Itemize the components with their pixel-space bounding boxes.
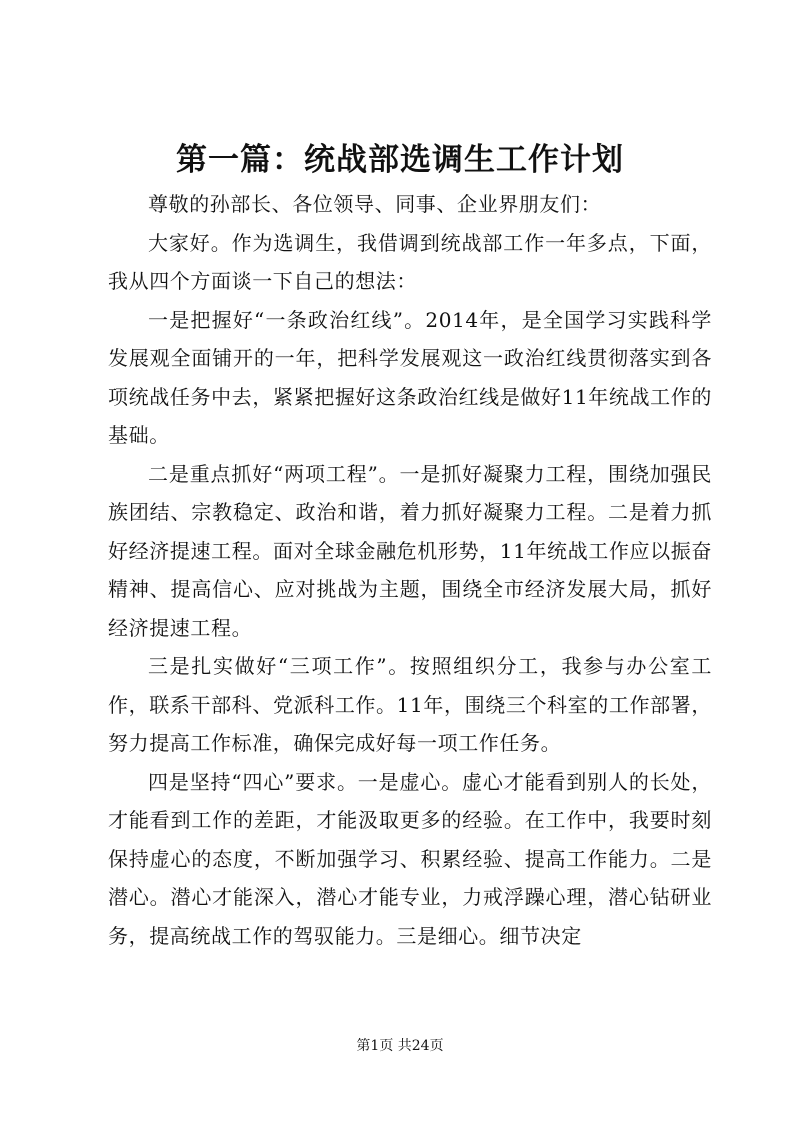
paragraph-point-three: 三是扎实做好“三项工作”。按照组织分工，我参与办公室工作，联系干部科、党派科工作。11年，围绕三个科室的工作部署，努力提高工作标准，确保完成好每一项工作任务。	[108, 654, 712, 755]
paragraph-salutation: 尊敬的孙部长、各位领导、同事、企业界朋友们：	[148, 192, 602, 216]
paragraph-point-one: 一是把握好“一条政治红线”。2014年，是全国学习实践科学发展观全面铺开的一年，把科学发展观这一政治红线贯彻落实到各项统战任务中去，紧紧把握好这条政治红线是做好11年统战工作的基础。	[108, 307, 712, 447]
paragraph-point-four: 四是坚持“四心”要求。一是虚心。虚心才能看到别人的长处，才能看到工作的差距，才能汲取更多的经验。在工作中，我要时刻保持虚心的态度，不断加强学习、积累经验、提高工作能力。二是潜心。潜心才能深入，潜心才能专业，力戒浮躁心理，潜心钻研业务，提高统战工作的驾驭能力。三是细心。细节决定	[108, 769, 712, 948]
page-footer: 第1页 共24页	[356, 1038, 444, 1054]
document-title: 第一篇：统战部选调生工作计划	[176, 142, 624, 178]
document-body	[108, 185, 712, 955]
paragraph-greeting: 大家好。作为选调生，我借调到统战部工作一年多点，下面，我从四个方面谈一下自己的想法：	[108, 230, 712, 293]
paragraph-point-two: 二是重点抓好“两项工程”。一是抓好凝聚力工程，围绕加强民族团结、宗教稳定、政治和谐，着力抓好凝聚力工程。二是着力抓好经济提速工程。面对全球金融危机形势，11年统战工作应以振奋精神、提高信心、应对挑战为主题，围绕全市经济发展大局，抓好经济提速工程。	[108, 461, 712, 640]
